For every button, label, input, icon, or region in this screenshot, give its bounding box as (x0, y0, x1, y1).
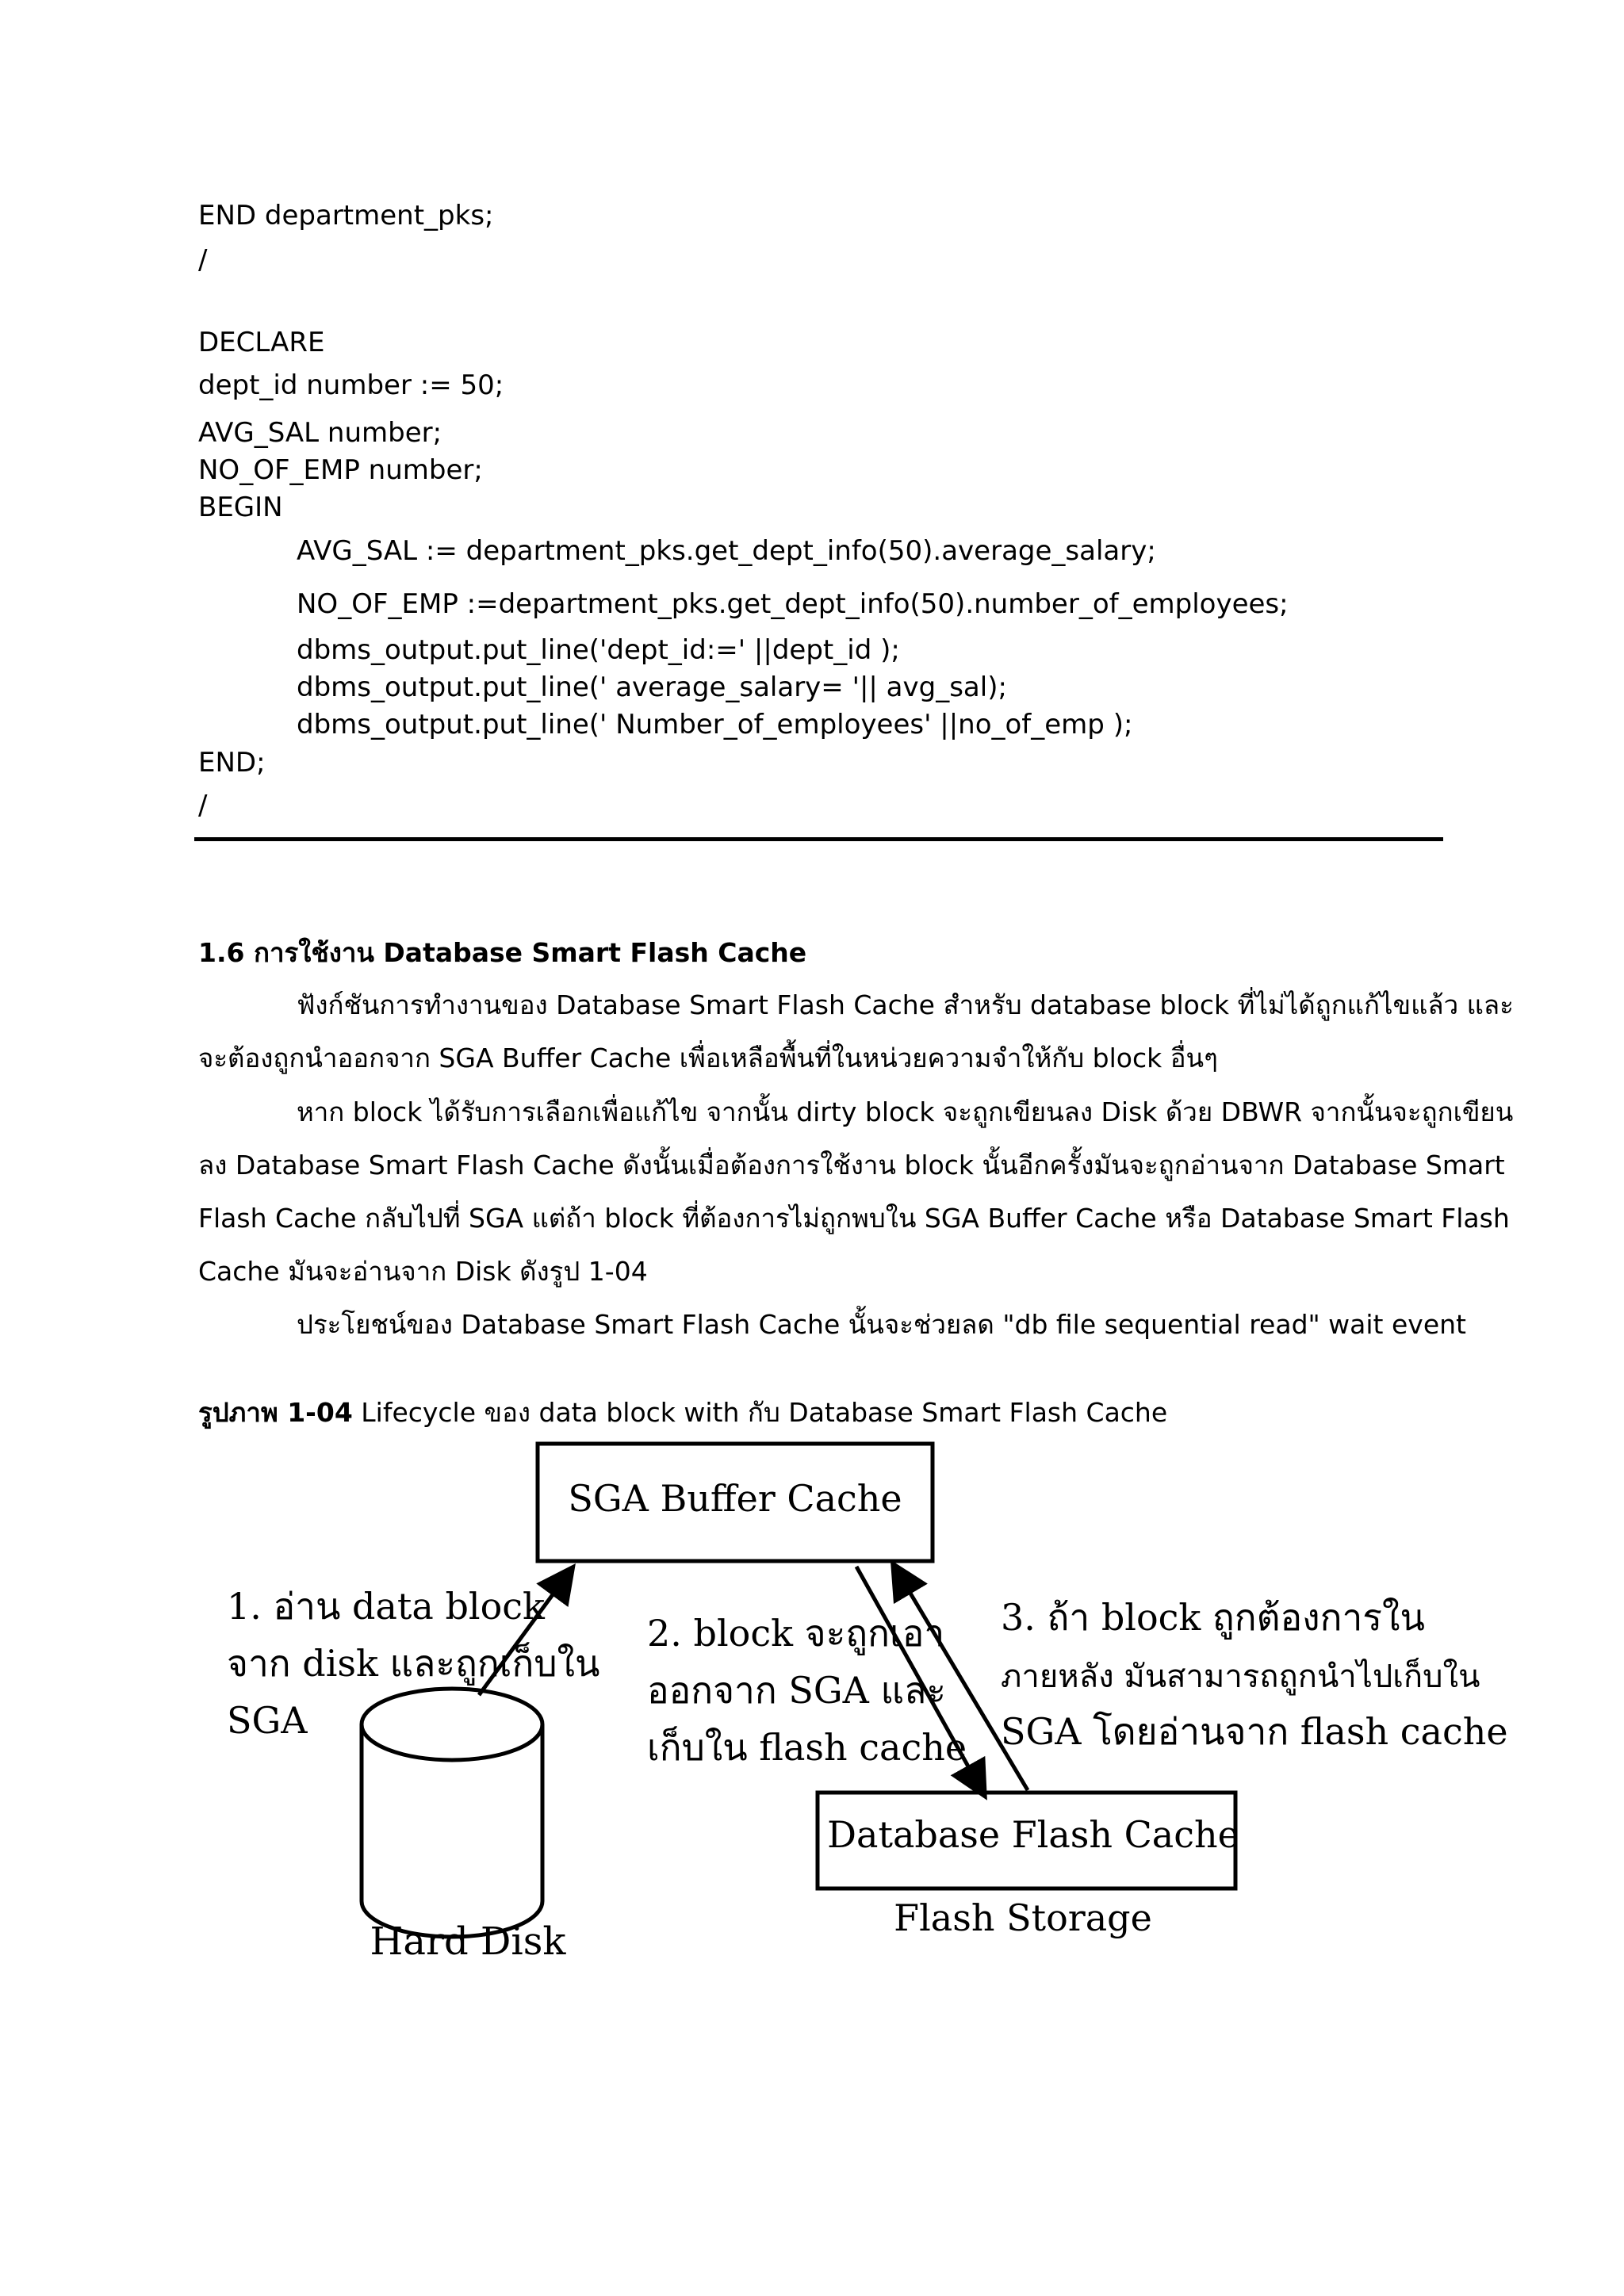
paragraph-line: ฟังก์ชันการทำงานของ Database Smart Flash Cache สำหรับ database block ที่ไม่ได้ถูกแก้ไขแล้ว และ (297, 989, 1514, 1020)
paragraph-line: จะต้องถูกนำออกจาก SGA Buffer Cache เพื่อเหลือพื้นที่ในหน่วยความจำให้กับ block อื่นๆ (198, 1043, 1218, 1073)
step1-label: 1. อ่าน data block (227, 1585, 545, 1628)
step1-label: จาก disk และถูกเก็บใน (227, 1642, 600, 1685)
paragraph-line: ประโยชน์ของ Database Smart Flash Cache นั้นจะช่วยลด "db file sequential read" wait event (297, 1309, 1466, 1340)
paragraph-line: Cache มันจะอ่านจาก Disk ดังรูป 1-04 (198, 1256, 648, 1287)
code-line: / (198, 790, 208, 821)
flash-storage-label: Flash Storage (894, 1896, 1152, 1939)
code-line: NO_OF_EMP number; (198, 454, 483, 486)
step3-label: ภายหลัง มันสามารถถูกนำไปเก็บใน (1001, 1659, 1480, 1695)
step3-label: 3. ถ้า block ถูกต้องการใน (1001, 1596, 1425, 1639)
paragraph-line: Flash Cache กลับไปที่ SGA แต่ถ้า block ที่ต้องการไม่ถูกพบใน SGA Buffer Cache หรือ Database Smart Flash (198, 1203, 1510, 1234)
code-line: dbms_output.put_line(' Number_of_employees' ||no_of_emp ); (297, 709, 1133, 740)
section-title: การใช้งาน Database Smart Flash Cache (253, 937, 807, 968)
database-flash-cache-label: Database Flash Cache (827, 1813, 1239, 1856)
figure-caption-label: รูปภาพ 1-04 (198, 1397, 353, 1428)
code-line: dbms_output.put_line(' average_salary= '|| avg_sal); (297, 672, 1007, 703)
code-line: AVG_SAL number; (198, 417, 442, 449)
code-line: / (198, 244, 208, 276)
step2-label: 2. block จะถูกเอา (647, 1612, 945, 1655)
section-number: 1.6 (198, 937, 245, 968)
code-line: dbms_output.put_line('dept_id:=' ||dept_id ); (297, 634, 900, 666)
code-line: END department_pks; (198, 200, 494, 232)
hard-disk-icon (362, 1689, 542, 1937)
code-line: NO_OF_EMP :=department_pks.get_dept_info(50).number_of_employees; (297, 588, 1289, 620)
hard-disk-label: Hard Disk (370, 1919, 566, 1964)
code-line: AVG_SAL := department_pks.get_dept_info(50).average_salary; (297, 535, 1156, 567)
step3-label: SGA โดยอ่านจาก flash cache (1001, 1710, 1508, 1753)
code-line: END; (198, 747, 266, 779)
code-line: dept_id number := 50; (198, 369, 504, 401)
sga-buffer-cache-label: SGA Buffer Cache (568, 1477, 902, 1520)
step2-label: ออกจาก SGA และ (647, 1669, 947, 1712)
paragraph-line: หาก block ได้รับการเลือกเพื่อแก้ไข จากนั้น dirty block จะถูกเขียนลง Disk ด้วย DBWR จากนั้นจะถูกเขียน (297, 1096, 1514, 1127)
paragraph-line: ลง Database Smart Flash Cache ดังนั้นเมื่อต้องการใช้งาน block นั้นอีกครั้งมันจะถูกอ่านจาก Database Smart (198, 1150, 1505, 1181)
figure-caption-text: Lifecycle ของ data block with กับ Database Smart Flash Cache (352, 1397, 1168, 1428)
step2-label: เก็บใน flash cache (647, 1726, 967, 1769)
step1-label: SGA (227, 1699, 308, 1742)
code-line: BEGIN (198, 492, 283, 523)
code-line: DECLARE (198, 327, 325, 358)
